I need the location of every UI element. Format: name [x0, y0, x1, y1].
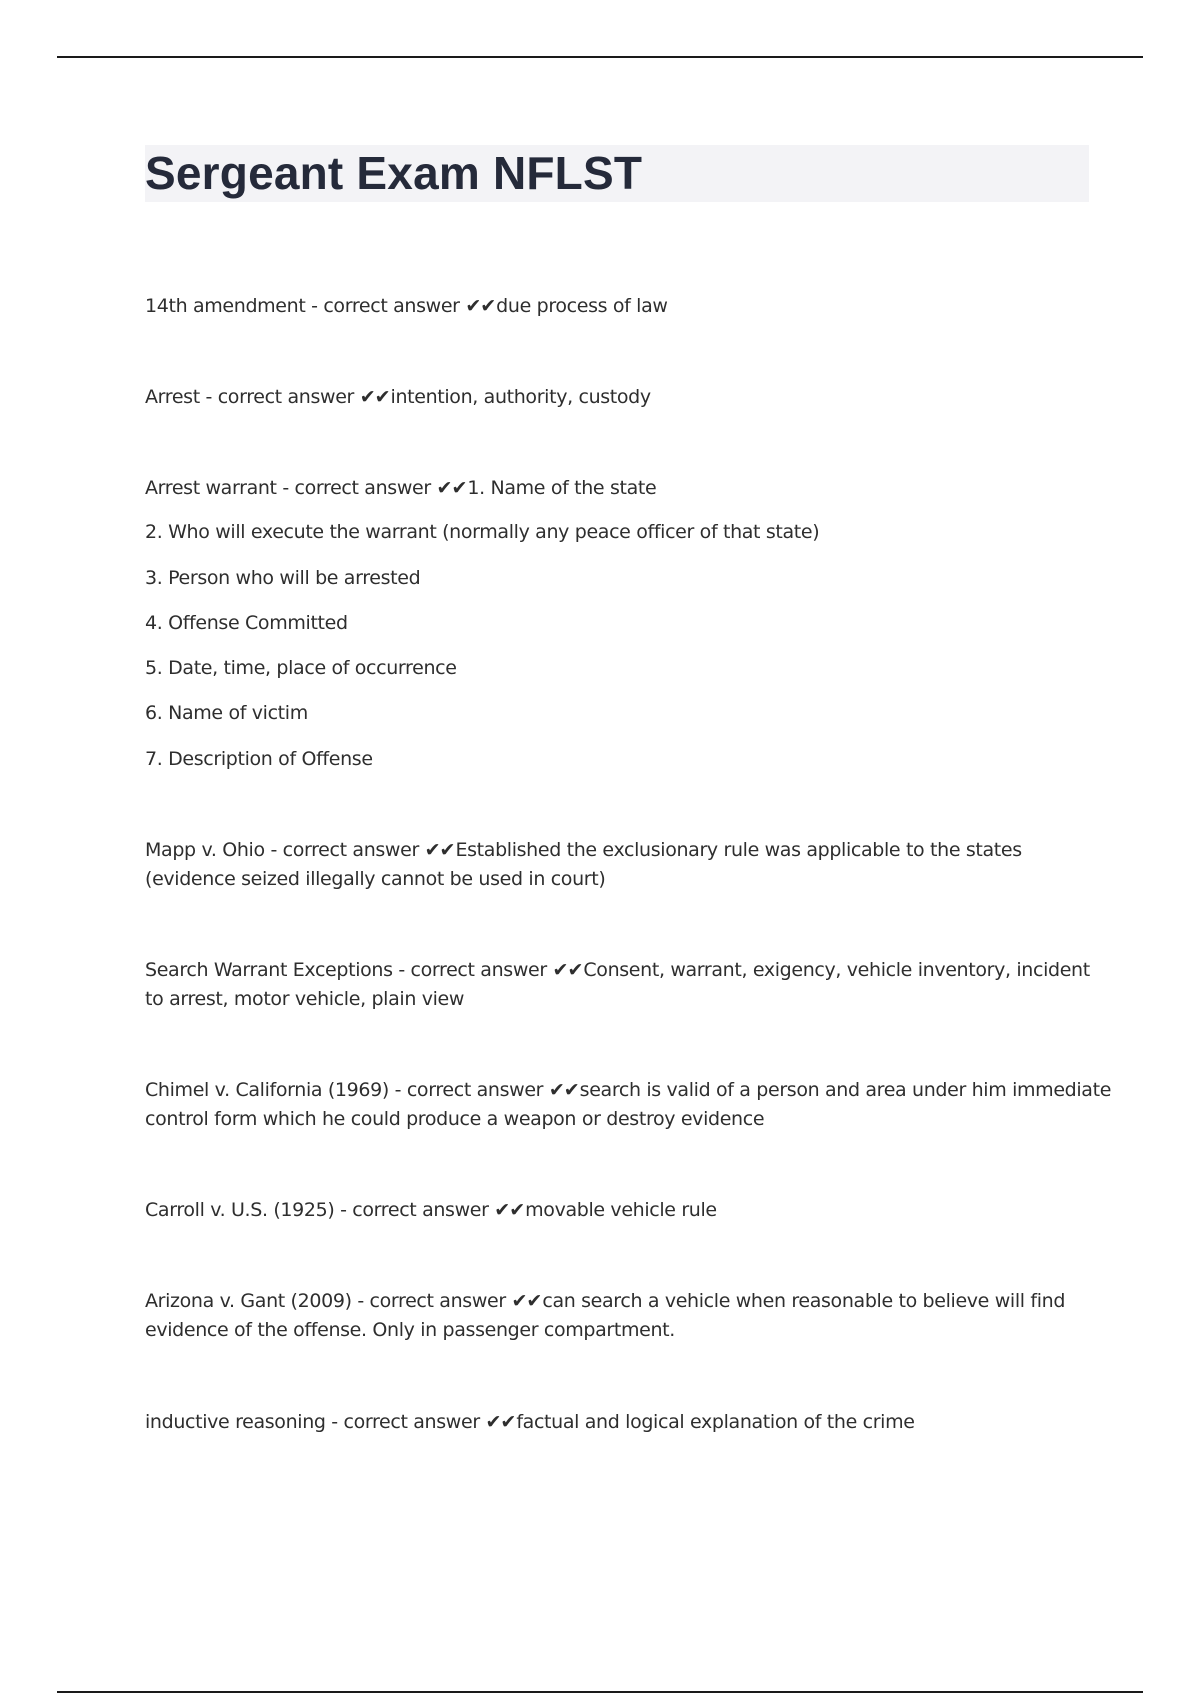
qa-item-first-line [145, 474, 1095, 503]
qa-term: inductive reasoning [145, 1411, 326, 1433]
qa-separator: - correct answer [388, 1079, 549, 1101]
double-check-icon: ✔✔ [548, 1079, 579, 1101]
qa-separator: - correct answer [351, 1290, 512, 1312]
qa-continuation-line: 4. Offense Committed [145, 612, 348, 634]
page-title: Sergeant Exam NFLST [145, 147, 643, 199]
qa-answer-wrap-line: (evidence seized illegally cannot be used in court) [145, 868, 606, 890]
qa-separator: - correct answer [276, 477, 437, 499]
qa-item-first-line [145, 836, 1095, 865]
double-check-icon: ✔✔ [465, 295, 496, 317]
qa-answer: intention, authority, custody [390, 386, 651, 408]
qa-answer: Established the exclusionary rule was applicable to the states [455, 839, 1022, 861]
qa-continuation-line: 5. Date, time, place of occurrence [145, 657, 457, 679]
double-check-icon: ✔✔ [436, 477, 467, 499]
qa-term: Arizona v. Gant (2009) [145, 1290, 352, 1312]
qa-answer: Consent, warrant, exigency, vehicle inventory, incident [583, 959, 1090, 981]
qa-term: Arrest [145, 386, 200, 408]
qa-separator: - correct answer [325, 1411, 486, 1433]
qa-separator: - correct answer [392, 959, 553, 981]
qa-continuation-line: 6. Name of victim [145, 702, 308, 724]
double-check-icon: ✔✔ [359, 386, 390, 408]
qa-answer-wrap-line: to arrest, motor vehicle, plain view [145, 988, 465, 1010]
qa-answer: factual and logical explanation of the crime [516, 1411, 915, 1433]
qa-item-first-line [145, 292, 1095, 321]
double-check-icon: ✔✔ [552, 959, 583, 981]
qa-answer-wrap-line: control form which he could produce a weapon or destroy evidence [145, 1108, 765, 1130]
top-rule [57, 56, 1143, 58]
qa-separator: - correct answer [305, 295, 466, 317]
qa-answer: can search a vehicle when reasonable to believe will find [542, 1290, 1066, 1312]
double-check-icon: ✔✔ [511, 1290, 542, 1312]
double-check-icon: ✔✔ [494, 1199, 525, 1221]
double-check-icon: ✔✔ [424, 839, 455, 861]
qa-continuation-line: 7. Description of Offense [145, 748, 373, 770]
qa-item-first-line [145, 1287, 1095, 1316]
qa-term: Carroll v. U.S. (1925) [145, 1199, 335, 1221]
qa-separator: - correct answer [264, 839, 425, 861]
qa-item-first-line [145, 1408, 1095, 1437]
qa-answer: movable vehicle rule [525, 1199, 717, 1221]
qa-separator: - correct answer [199, 386, 360, 408]
qa-item-first-line [145, 383, 1095, 412]
qa-answer: due process of law [496, 295, 668, 317]
qa-continuation-line: 2. Who will execute the warrant (normally any peace officer of that state) [145, 521, 820, 543]
qa-separator: - correct answer [334, 1199, 495, 1221]
qa-answer-wrap-line: evidence of the offense. Only in passenger compartment. [145, 1319, 675, 1341]
qa-item-first-line [145, 1076, 1112, 1105]
qa-continuation-line: 3. Person who will be arrested [145, 567, 421, 589]
qa-answer: 1. Name of the state [467, 477, 657, 499]
qa-item-first-line [145, 956, 1095, 985]
double-check-icon: ✔✔ [485, 1411, 516, 1433]
qa-term: 14th amendment [145, 295, 306, 317]
qa-term: Mapp v. Ohio [145, 839, 265, 861]
bottom-rule [57, 1691, 1143, 1693]
qa-item-first-line [145, 1196, 1095, 1225]
qa-term: Chimel v. California (1969) [145, 1079, 389, 1101]
qa-term: Search Warrant Exceptions [145, 959, 393, 981]
qa-answer: search is valid of a person and area under him immediate [579, 1079, 1112, 1101]
qa-term: Arrest warrant [145, 477, 277, 499]
